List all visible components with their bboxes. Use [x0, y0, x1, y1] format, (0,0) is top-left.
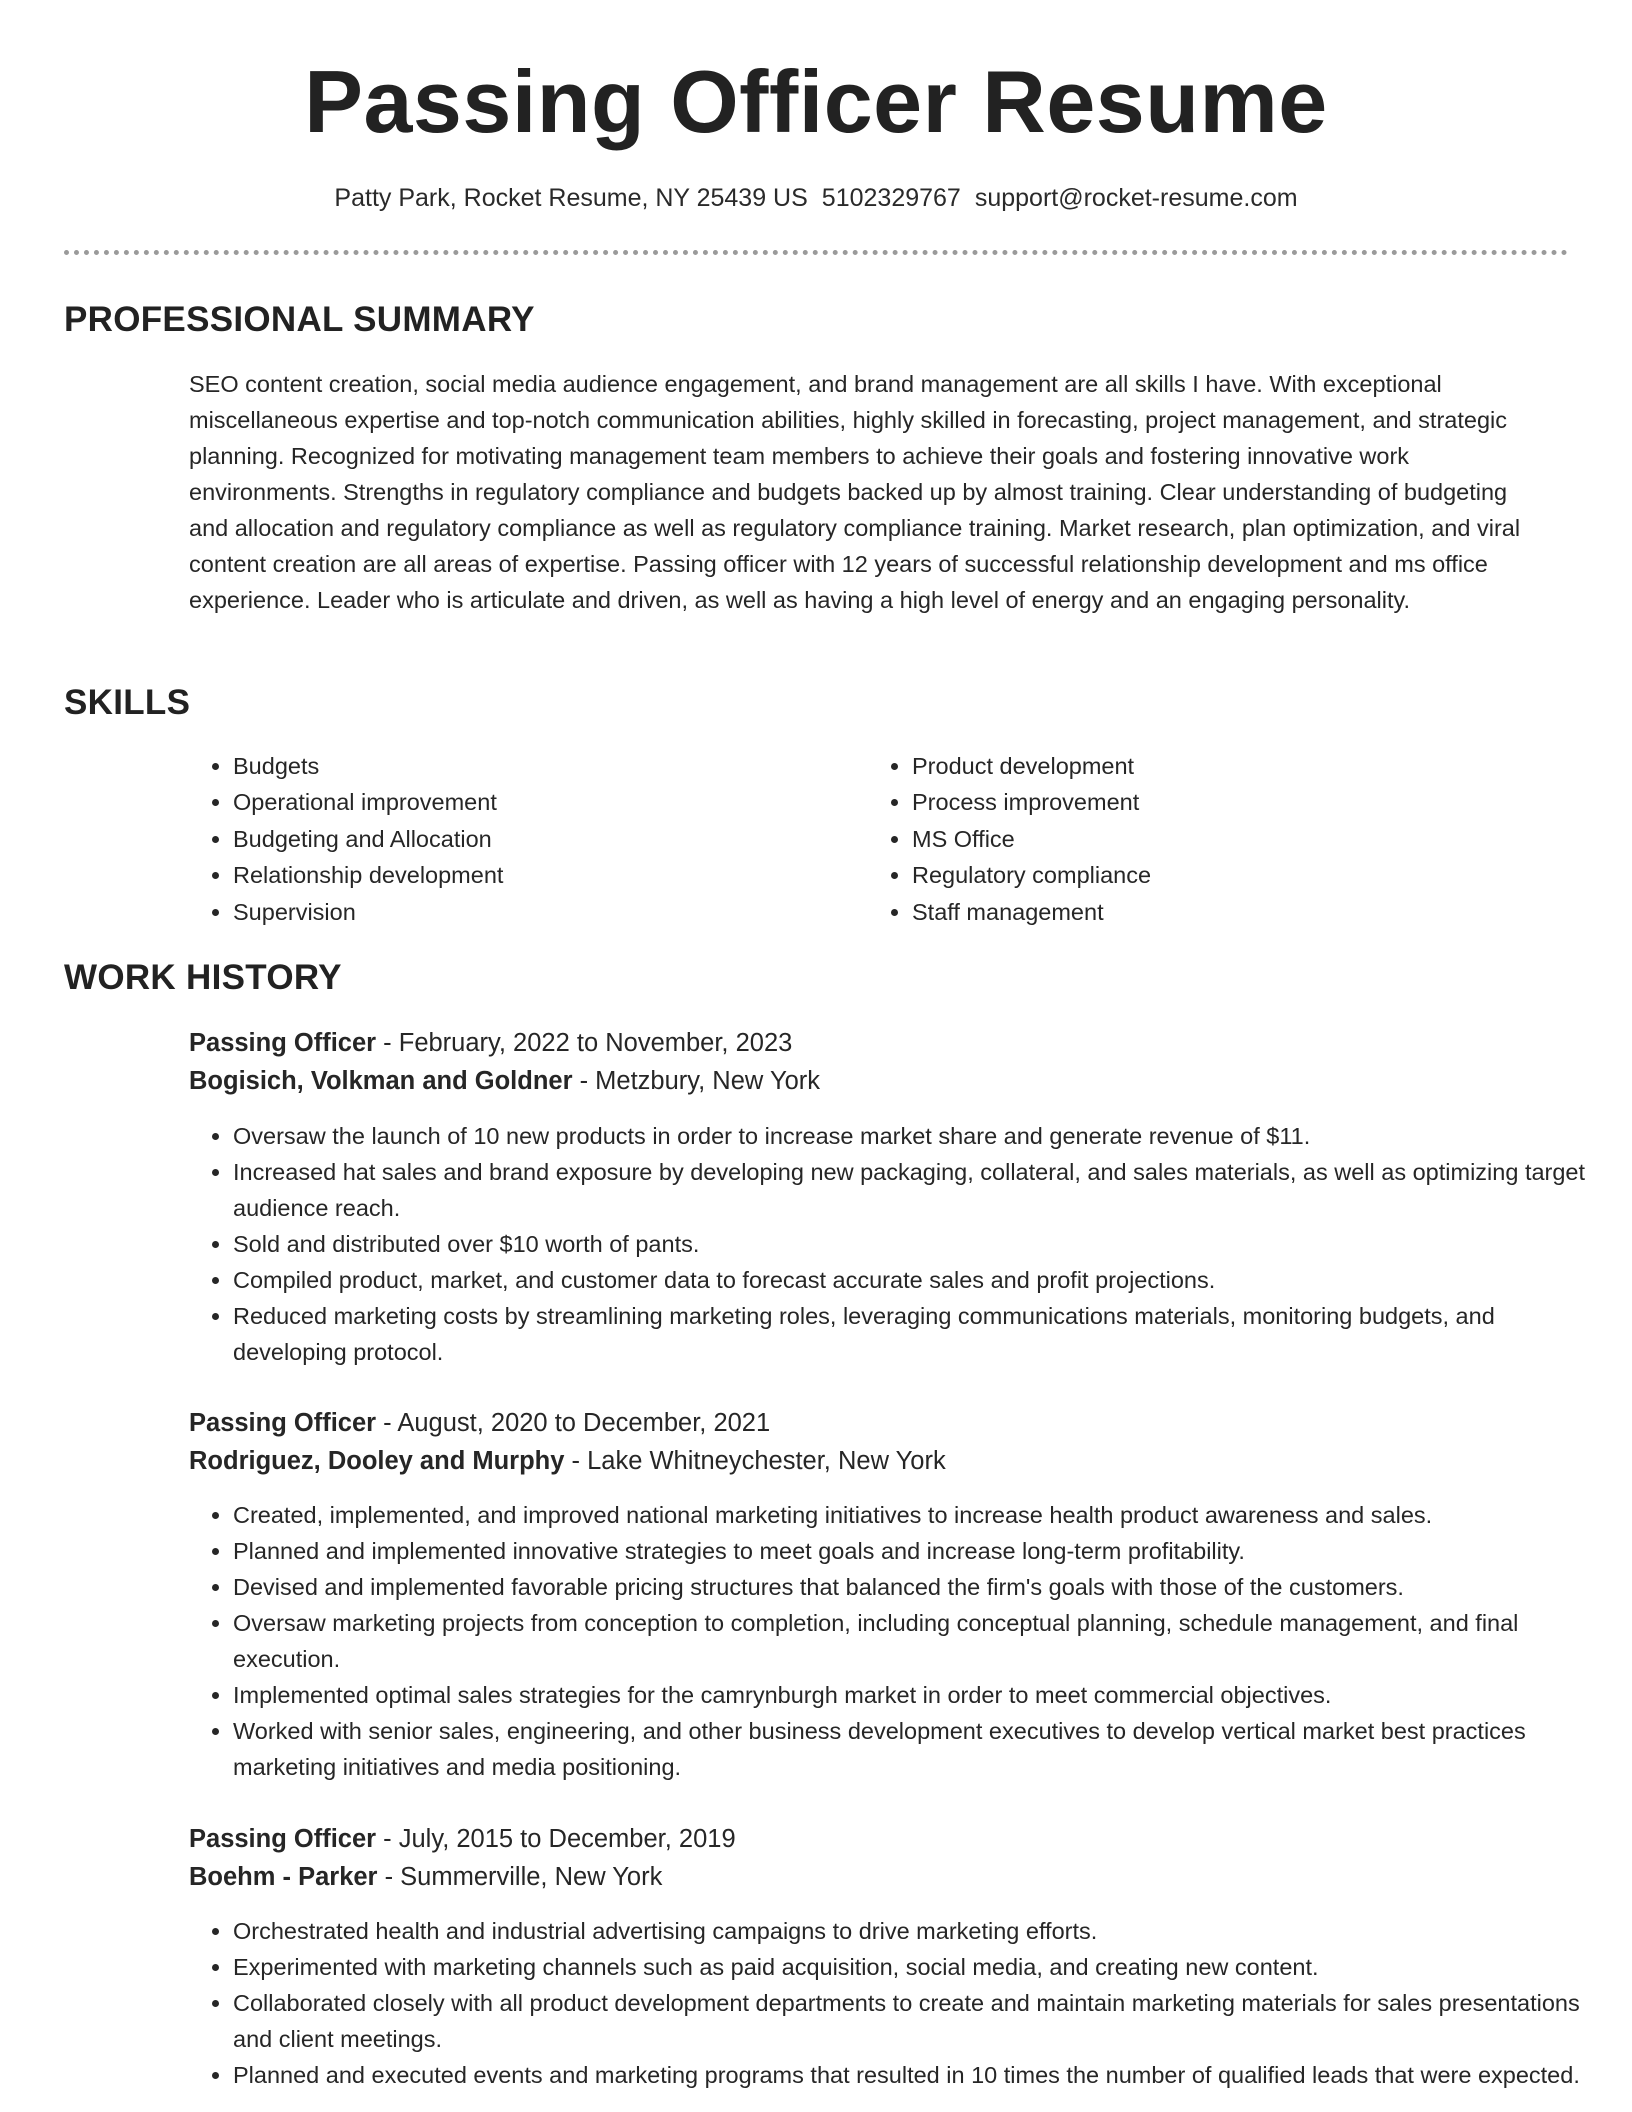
job-bullet: • Sold and distributed over $10 worth of pants.	[233, 1226, 1603, 1262]
summary-text: SEO content creation, social media audience engagement, and brand management are all skills I have. With exceptional miscellaneous expertise and top-notch communication abilities, highly skilled in forecasting, project management, and strategic planning. Recognized for motivating management team members to achieve their goals and fostering innovative work environments. Strengths in regulatory compliance and budgets backed up by almost training. Clear understanding of budgeting and allocation and regulatory compliance as well as regulatory compliance training. Market research, plan optimization, and viral content creation are all areas of expertise. Passing officer with 12 years of successful relationship development and ms office experience. Leader who is articulate and driven, as well as having a high level of energy and an engaging personality.	[189, 371, 1521, 613]
skill-item: • MS Office	[912, 821, 1151, 857]
job-title-line	[189, 1024, 792, 1062]
job-company-line	[189, 1858, 662, 1896]
contact-email: support@rocket-resume.com	[974, 184, 1298, 212]
skill-item: • Relationship development	[233, 857, 503, 893]
job-bullet: • Compiled product, market, and customer data to forecast accurate sales and profit projections.	[233, 1262, 1603, 1298]
job-bullet: • Implemented optimal sales strategies for the camrynburgh market in order to meet commercial objectives.	[233, 1677, 1603, 1713]
skill-item: • Product development	[912, 748, 1151, 784]
job-dates: - February, 2022 to November, 2023	[376, 1029, 793, 1057]
job-bullet: • Experimented with marketing channels such as paid acquisition, social media, and creating new content.	[233, 1949, 1603, 1985]
job-dates: - August, 2020 to December, 2021	[376, 1409, 771, 1437]
skill-item: • Supervision	[233, 894, 503, 930]
skills-heading: SKILLS	[64, 683, 191, 722]
job-company: Boehm - Parker	[189, 1863, 378, 1891]
job-bullets	[189, 1913, 1603, 2093]
job-bullet: • Reduced marketing costs by streamlining marketing roles, leveraging communications materials, monitoring budgets, and developing protocol.	[233, 1298, 1603, 1370]
job-bullets	[189, 1118, 1603, 1370]
job-title: Passing Officer	[189, 1029, 377, 1057]
job-title: Passing Officer	[189, 1825, 377, 1853]
job-bullet: • Orchestrated health and industrial advertising campaigns to drive marketing efforts.	[233, 1913, 1603, 1949]
header-divider	[64, 250, 1568, 255]
skill-item: • Process improvement	[912, 784, 1151, 820]
job-company: Bogisich, Volkman and Goldner	[189, 1067, 573, 1095]
skill-item: • Operational improvement	[233, 784, 503, 820]
job-company-line	[189, 1062, 820, 1100]
job-bullet: • Planned and executed events and marketing programs that resulted in 10 times the number of qualified leads that were expected.	[233, 2057, 1603, 2093]
job-bullet: • Worked with senior sales, engineering, and other business development executives to develop vertical market best practices marketing initiatives and media positioning.	[233, 1713, 1603, 1785]
job-title: Passing Officer	[189, 1409, 377, 1437]
job-bullet: • Created, implemented, and improved national marketing initiatives to increase health product awareness and sales.	[233, 1497, 1603, 1533]
skill-item: • Regulatory compliance	[912, 857, 1151, 893]
contact-phone: 5102329767	[821, 184, 961, 212]
job-bullet: • Oversaw marketing projects from conception to completion, including conceptual planning, schedule management, and final execution.	[233, 1605, 1603, 1677]
job-company-line	[189, 1442, 946, 1480]
job-title-line	[189, 1820, 736, 1858]
skill-item: • Budgeting and Allocation	[233, 821, 503, 857]
contact-line	[0, 180, 1632, 216]
resume-title: Passing Officer Resume	[304, 52, 1328, 151]
job-bullet: • Devised and implemented favorable pricing structures that balanced the firm's goals with those of the customers.	[233, 1569, 1603, 1605]
job-location: - Summerville, New York	[377, 1863, 663, 1891]
contact-address: Patty Park, Rocket Resume, NY 25439 US	[334, 184, 808, 212]
skills-list-right	[868, 748, 1151, 930]
skills-list-left	[189, 748, 503, 930]
job-dates: - July, 2015 to December, 2019	[376, 1825, 736, 1853]
job-bullet: • Planned and implemented innovative strategies to meet goals and increase long-term profitability.	[233, 1533, 1603, 1569]
work-history-heading: WORK HISTORY	[64, 958, 342, 997]
skill-item: • Staff management	[912, 894, 1151, 930]
job-title-line	[189, 1404, 770, 1442]
job-bullets	[189, 1497, 1603, 1785]
job-company: Rodriguez, Dooley and Murphy	[189, 1447, 565, 1475]
summary-heading: PROFESSIONAL SUMMARY	[64, 300, 535, 339]
job-bullet: • Oversaw the launch of 10 new products in order to increase market share and generate revenue of $11.	[233, 1118, 1603, 1154]
job-location: - Lake Whitneychester, New York	[564, 1447, 946, 1475]
job-bullet: • Increased hat sales and brand exposure by developing new packaging, collateral, and sales materials, as well as optimizing target audience reach.	[233, 1154, 1603, 1226]
skill-item: • Budgets	[233, 748, 503, 784]
job-bullet: • Collaborated closely with all product development departments to create and maintain marketing materials for sales presentations and client meetings.	[233, 1985, 1603, 2057]
job-location: - Metzbury, New York	[572, 1067, 821, 1095]
